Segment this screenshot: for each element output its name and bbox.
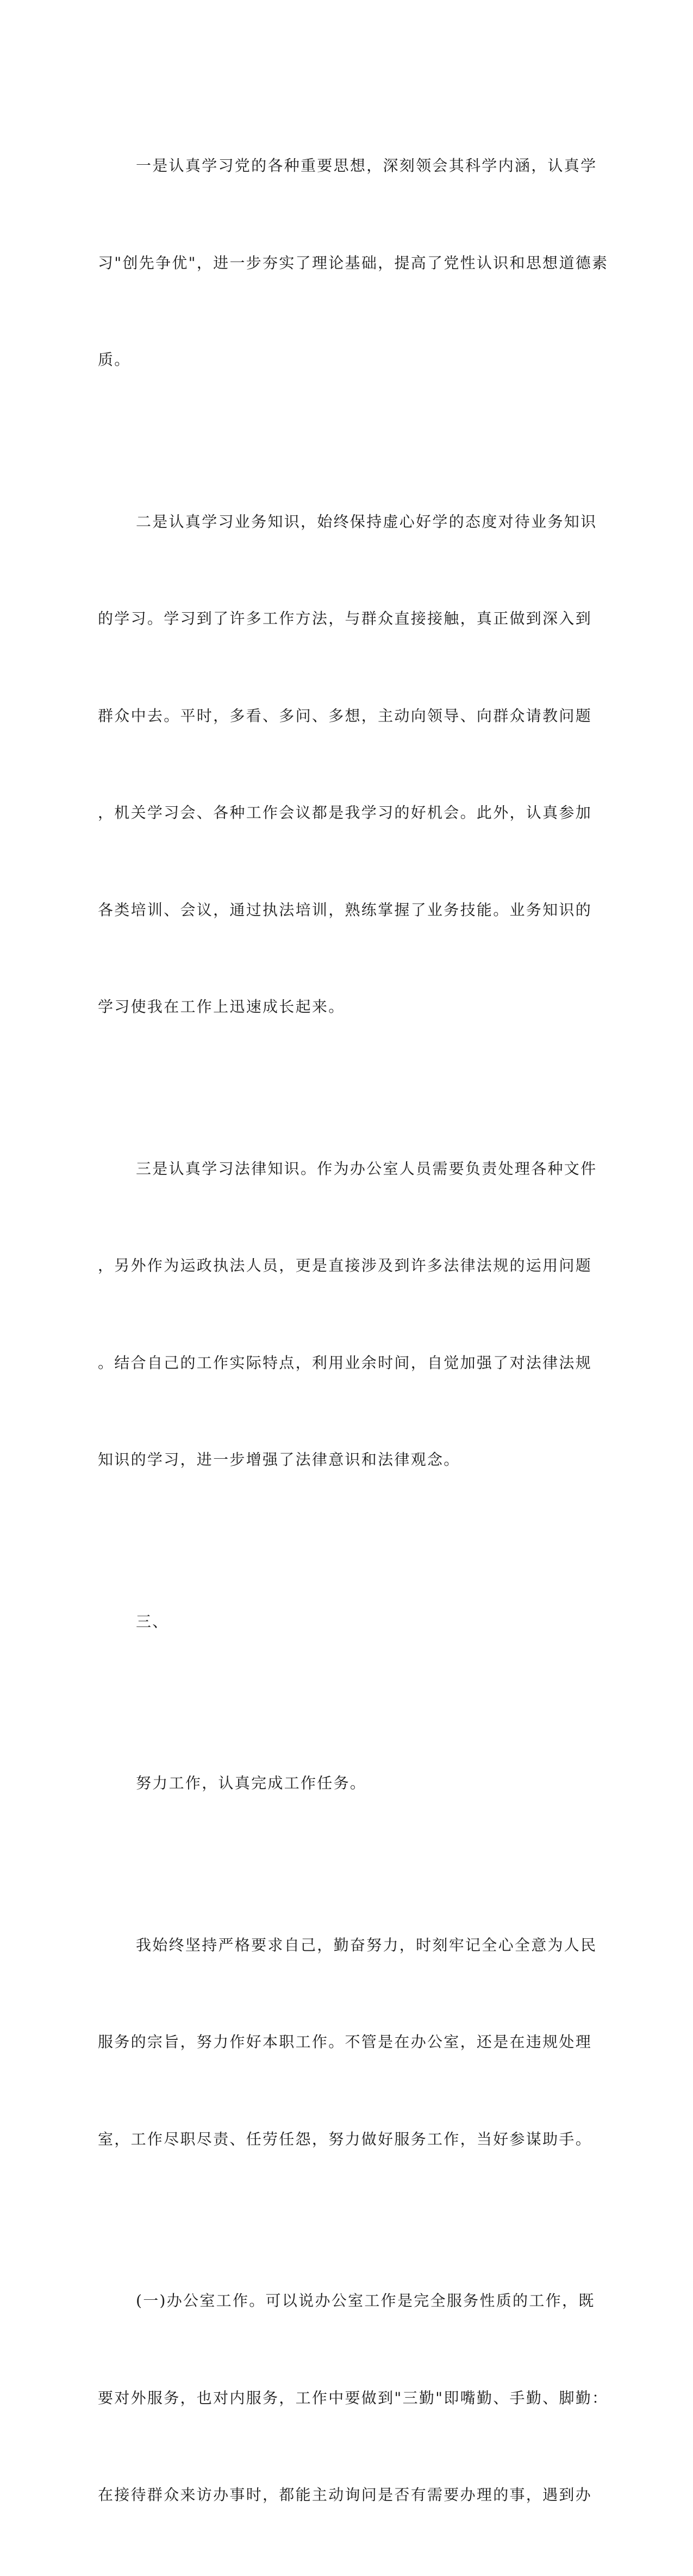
text-line: 各类培训、会议，通过执法培训，熟练掌握了业务技能。业务知识的 xyxy=(98,900,592,919)
text-line: 的学习。学习到了许多工作方法，与群众直接接触，真正做到深入到 xyxy=(98,609,592,627)
text-line: 要对外服务，也对内服务，工作中要做到"三勤"即嘴勤、手勤、脚勤： xyxy=(98,2388,609,2407)
text-line: ，机关学习会、各种工作会议都是我学习的好机会。此外，认真参加 xyxy=(98,804,592,822)
paragraph-study-business-knowledge xyxy=(98,441,597,1088)
paragraph-work-attitude xyxy=(98,1864,597,2220)
text-line: 三是认真学习法律知识。作为办公室人员需要负责处理各种文件 xyxy=(136,1159,597,1178)
text-line: 。结合自己的工作实际特点，利用业余时间，自觉加强了对法律法规 xyxy=(98,1353,592,1372)
paragraph-office-work xyxy=(98,2220,609,2576)
paragraph-study-law-knowledge xyxy=(98,1088,597,1541)
text-line: 在接待群众来访办事时，都能主动询问是否有需要办理的事，遇到办 xyxy=(98,2486,592,2504)
text-line: 一是认真学习党的各种重要思想，深刻领会其科学内涵，认真学 xyxy=(136,157,597,175)
text-line: 服务的宗旨，努力作好本职工作。不管是在办公室，还是在违规处理 xyxy=(98,2033,592,2051)
document-body xyxy=(98,85,609,2576)
text-line: 努力工作，认真完成工作任务。 xyxy=(136,1774,367,1792)
text-line: 二是认真学习业务知识，始终保持虚心好学的态度对待业务知识 xyxy=(136,512,597,531)
paragraph-study-party-thought xyxy=(98,85,609,441)
text-line: (一)办公室工作。可以说办公室工作是完全服务性质的工作，既 xyxy=(136,2292,595,2310)
section-number-heading xyxy=(98,1541,576,1703)
text-line: 三、 xyxy=(136,1612,169,1631)
text-line: 我始终坚持严格要求自己，勤奋努力，时刻牢记全心全意为人民 xyxy=(136,1936,597,1954)
text-line: 室，工作尽职尽责、任劳任怨，努力做好服务工作，当好参谋助手。 xyxy=(98,2130,592,2148)
text-line: 知识的学习，进一步增强了法律意识和法律观念。 xyxy=(98,1451,460,1469)
text-line: 习"创先争优"，进一步夯实了理论基础，提高了党性认识和思想道德素 xyxy=(98,253,609,272)
text-line: 群众中去。平时，多看、多问、多想，主动向领导、向群众请教问题 xyxy=(98,706,592,725)
text-line: 学习使我在工作上迅速成长起来。 xyxy=(98,998,345,1016)
text-line: ，另外作为运政执法人员，更是直接涉及到许多法律法规的运用问题 xyxy=(98,1256,592,1274)
text-line: 质。 xyxy=(98,351,131,369)
section-title-heading xyxy=(98,1702,576,1864)
